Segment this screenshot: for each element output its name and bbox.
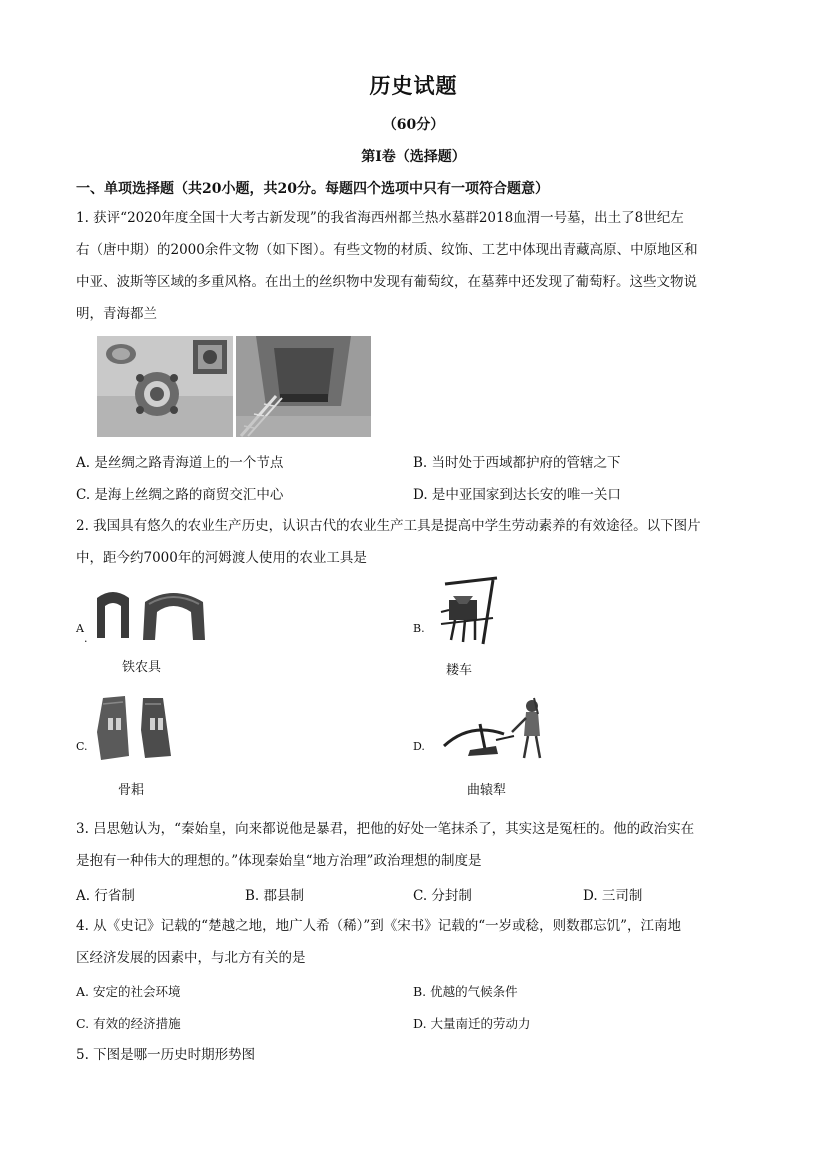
q3-line-2: 是抱有一种伟大的理想的。”体现秦始皇“地方治理”政治理想的制度是 [76, 853, 482, 869]
question-3-text [76, 813, 753, 877]
q1-option-d[interactable]: D. 是中亚国家到达长安的唯一关口 [413, 487, 621, 503]
volume-heading: 第Ⅰ卷（选择题） [361, 149, 466, 165]
iron-tools-image[interactable] [93, 584, 211, 644]
q2-option-c-label: 骨耜 [118, 783, 145, 798]
q3-option-a[interactable]: A. 行省制 [76, 888, 135, 904]
q1-option-b[interactable]: B. 当时处于西域都护府的管辖之下 [413, 455, 621, 471]
q4-line-2: 区经济发展的因素中，与北方有关的是 [76, 950, 306, 966]
q4-option-c[interactable]: C. 有效的经济措施 [76, 1016, 181, 1031]
section-heading: 一、单项选择题（共20小题，共20分。每题四个选项中只有一项符合题意） [76, 181, 549, 197]
q3-option-c[interactable]: C. 分封制 [413, 888, 472, 904]
q1-option-a[interactable]: A. 是丝绸之路青海道上的一个节点 [76, 455, 284, 471]
q2-option-a-label: 铁农具 [122, 660, 162, 675]
q2-option-a-dot: . [84, 632, 88, 645]
q4-option-b[interactable]: B. 优越的气候条件 [413, 984, 518, 999]
question-5-text [76, 1039, 753, 1071]
q2-option-a-letter[interactable]: A [76, 622, 84, 635]
bone-spade-image[interactable] [95, 694, 180, 764]
q2-option-b-letter[interactable]: B. [413, 622, 425, 635]
q4-option-a[interactable]: A. 安定的社会环境 [76, 984, 181, 999]
question-2-text [76, 510, 753, 574]
artifact-photo [97, 336, 233, 437]
tomb-excavation-photo [236, 336, 371, 437]
seed-drill-image[interactable] [435, 574, 505, 654]
q2-option-d-label: 曲辕犁 [467, 783, 507, 798]
q1-line-3: 中亚、波斯等区域的多重风格。在出土的丝织物中发现有葡萄纹，在墓葬中还发现了葡萄籽。这些文物说 [76, 274, 697, 290]
q2-option-d-letter[interactable]: D. [413, 740, 425, 753]
q2-option-b-label: 耧车 [446, 663, 473, 678]
score-line: （60分） [382, 117, 445, 133]
q5-line-1: 5. 下图是哪一历史时期形势图 [76, 1047, 256, 1063]
q2-line-1: 2. 我国具有悠久的农业生产历史，认识古代的农业生产工具是提高中学生劳动素养的有效途径。以下图片 [76, 518, 701, 534]
question-4-text [76, 910, 753, 974]
q3-option-d[interactable]: D. 三司制 [583, 888, 643, 904]
page-title: 历史试题 [369, 73, 458, 98]
q1-line-1: 1. 获评“2020年度全国十大考古新发现”的我省海西州都兰热水墓群2018血渭一号墓，出土了8世纪左 [76, 210, 684, 226]
q1-line-2: 右（唐中期）的2000余件文物（如下图）。有些文物的材质、纹饰、工艺中体现出青藏高原、中原地区和 [76, 242, 698, 258]
q1-option-c[interactable]: C. 是海上丝绸之路的商贸交汇中心 [76, 487, 284, 503]
q2-line-2: 中，距今约7000年的河姆渡人使用的农业工具是 [76, 550, 367, 566]
q3-line-1: 3. 吕思勉认为，“秦始皇，向来都说他是暴君，把他的好处一笔抹杀了，其实这是冤枉的。他的政治实在 [76, 821, 695, 837]
question-1-text [76, 202, 753, 330]
q4-line-1: 4. 从《史记》记载的“楚越之地，地广人希（稀）”到《宋书》记载的“一岁或稔，则数郡忘饥”，江南地 [76, 918, 682, 934]
curved-plough-image[interactable] [440, 694, 550, 764]
q2-option-c-letter[interactable]: C. [76, 740, 88, 753]
q4-option-d[interactable]: D. 大量南迁的劳动力 [413, 1016, 531, 1031]
q3-option-b[interactable]: B. 郡县制 [245, 888, 305, 904]
q1-line-4: 明，青海都兰 [76, 306, 157, 322]
